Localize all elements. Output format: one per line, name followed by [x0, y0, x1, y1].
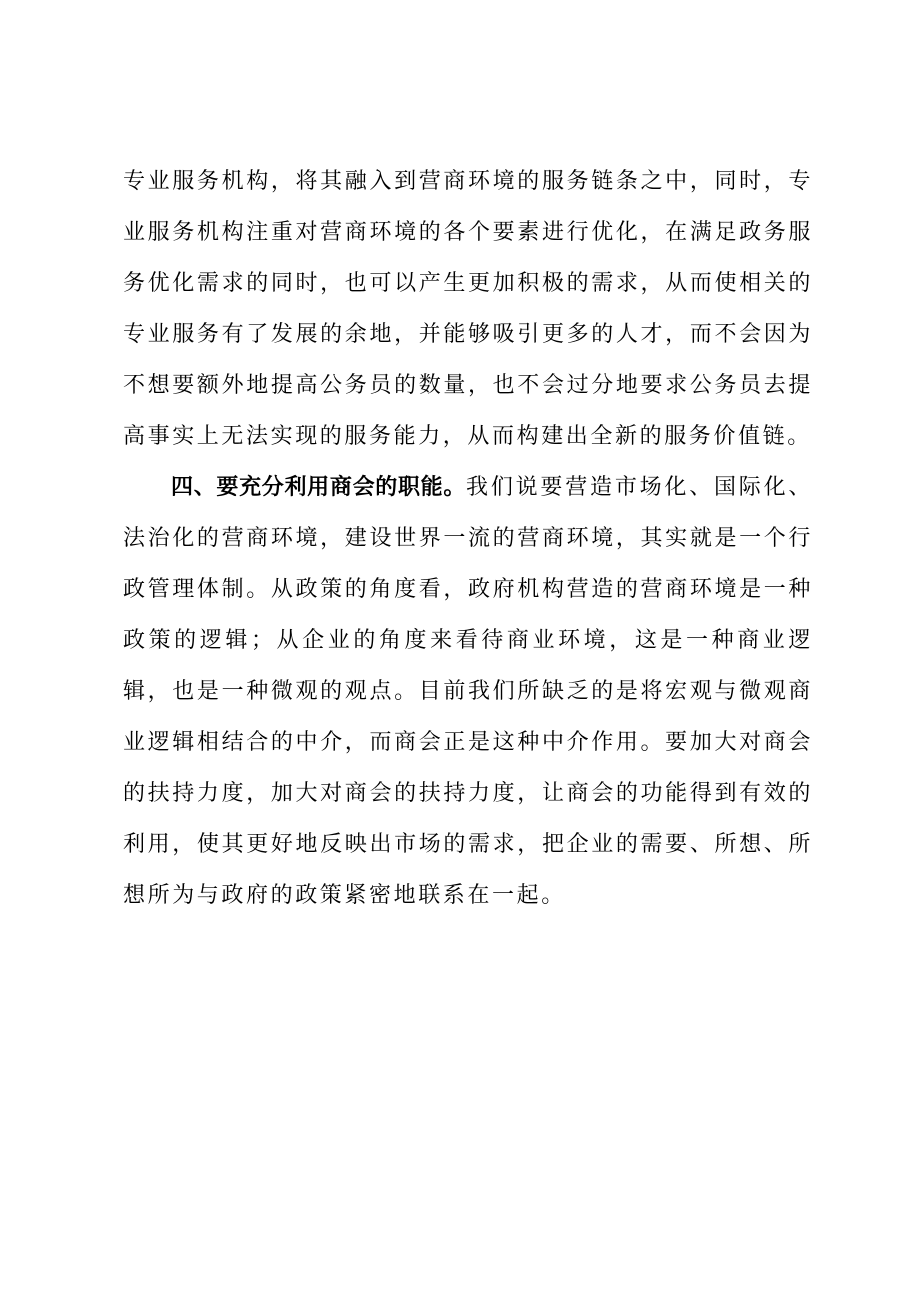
section-heading: 四、要充分利用商会的职能。	[171, 475, 467, 500]
paragraph-continuation: 专业服务机构，将其融入到营商环境的服务链条之中，同时，专业服务机构注重对营商环境的各个要素进行优化，在满足政务服务优化需求的同时，也可以产生更加积极的需求，从而使相关的专业服务有了发展的余地，并能够吸引更多的人才，而不会因为不想要额外地提高公务员的数量，也不会过分地要求公务员去提高事实上无法实现的服务能力，从而构建出全新的服务价值链。	[123, 169, 813, 449]
paragraph-section-four	[123, 462, 813, 921]
document-body	[123, 156, 813, 921]
section-body-text: 我们说要营造市场化、国际化、法治化的营商环境，建设世界一流的营商环境，其实就是一个行政管理体制。从政策的角度看，政府机构营造的营商环境是一种政策的逻辑；从企业的角度来看待商业环境，这是一种商业逻辑，也是一种微观的观点。目前我们所缺乏的是将宏观与微观商业逻辑相结合的中介，而商会正是这种中介作用。要加大对商会的扶持力度，加大对商会的扶持力度，让商会的功能得到有效的利用，使其更好地反映出市场的需求，把企业的需要、所想、所想所为与政府的政策紧密地联系在一起。	[123, 475, 813, 908]
